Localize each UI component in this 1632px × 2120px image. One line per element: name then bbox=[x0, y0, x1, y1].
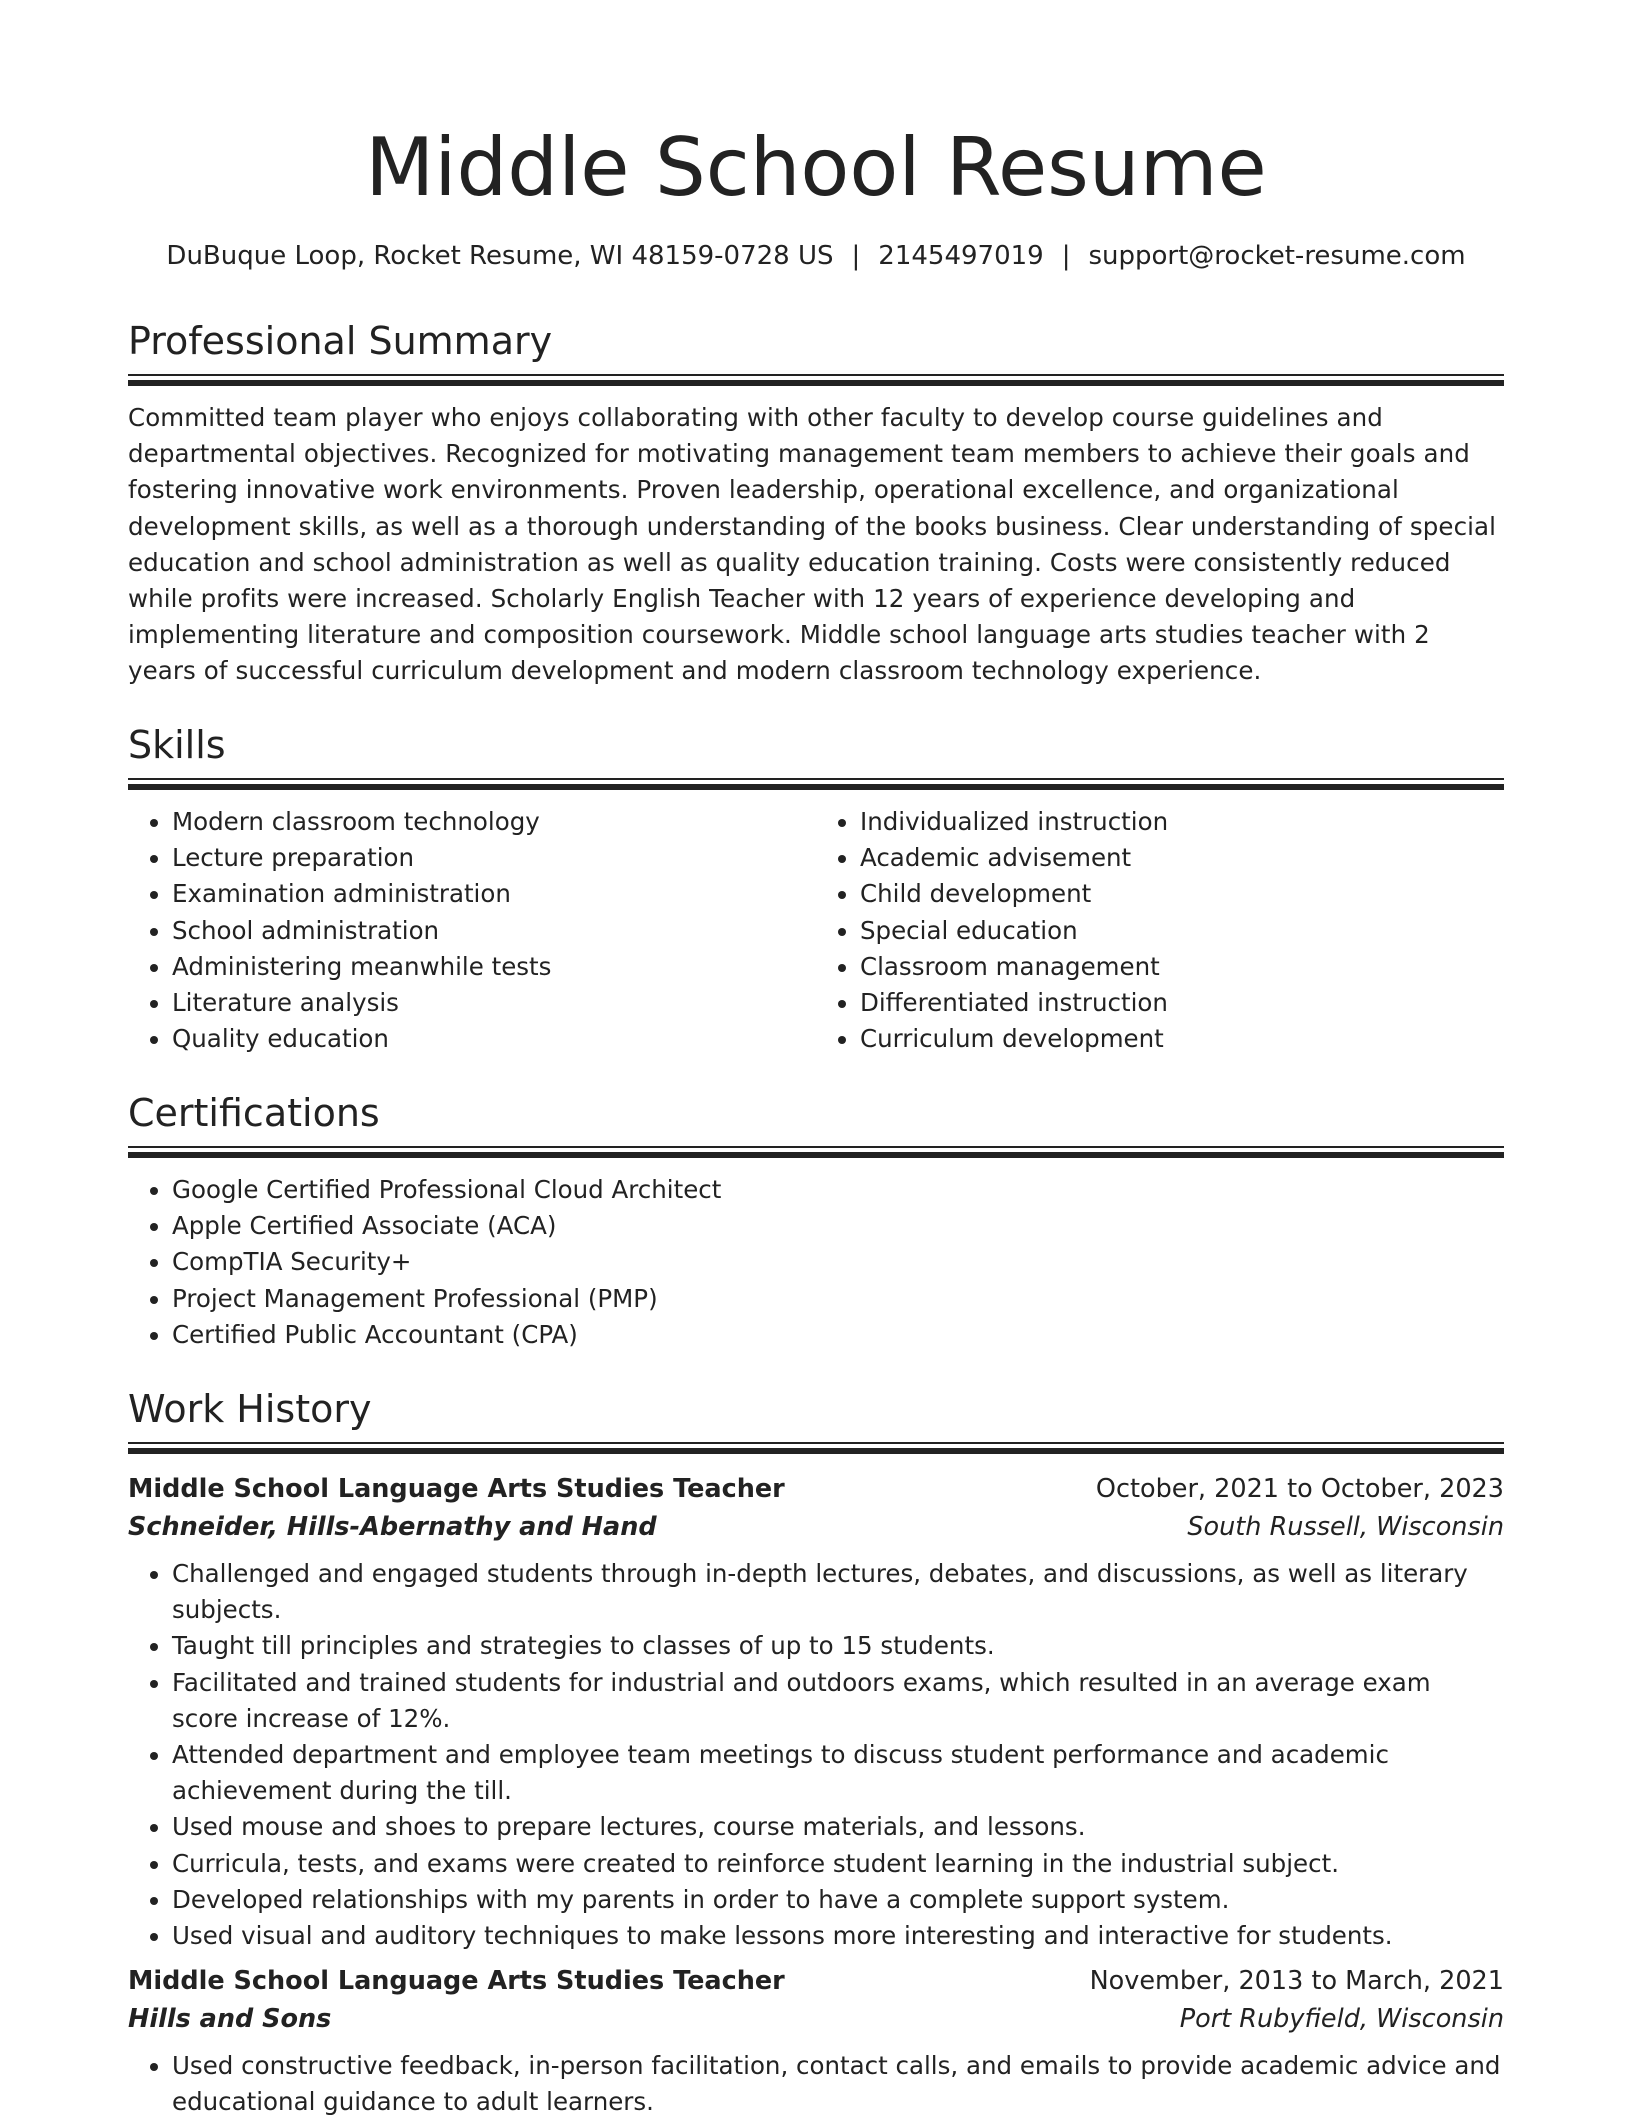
job-entry bbox=[128, 1962, 1504, 2120]
skill-item: • Individualized instruction bbox=[860, 804, 1504, 840]
job-title: Middle School Language Arts Studies Teacher bbox=[128, 1966, 785, 1996]
contact-separator: | bbox=[1061, 241, 1071, 271]
skill-item: • Lecture preparation bbox=[172, 840, 816, 876]
section-heading: Certifications bbox=[128, 1091, 380, 1135]
job-duty: • Used constructive feedback, in-person facilitation, contact calls, and emails to provide academic advice and educational guidance to adult learners. bbox=[172, 2048, 1504, 2120]
skills-columns bbox=[128, 792, 1504, 1057]
job-duty: • Challenged and engaged students through in-depth lectures, debates, and discussions, as well as literary subjects. bbox=[172, 1556, 1504, 1628]
job-duty: • Developed relationships with my parents in order to have a complete support system. bbox=[172, 1882, 1504, 1918]
skill-item: • Quality education bbox=[172, 1021, 816, 1057]
job-duty: • Attended department and employee team meetings to discuss student performance and academic achievement during the till. bbox=[172, 1737, 1504, 1809]
job-duties bbox=[128, 2048, 1504, 2120]
certification-item: • Project Management Professional (PMP) bbox=[172, 1281, 1504, 1317]
skill-item: • Modern classroom technology bbox=[172, 804, 816, 840]
summary-section bbox=[128, 316, 1504, 690]
resume-title: Middle School Resume bbox=[365, 121, 1267, 214]
job-duties bbox=[128, 1556, 1504, 1954]
skills-section bbox=[128, 720, 1504, 1057]
skill-item: • Administering meanwhile tests bbox=[172, 949, 816, 985]
job-company: Schneider, Hills-Abernathy and Hand bbox=[128, 1512, 657, 1542]
skill-item: • Classroom management bbox=[860, 949, 1504, 985]
work-history-section bbox=[128, 1384, 1504, 1954]
skill-item: • Special education bbox=[860, 913, 1504, 949]
job-duty: • Facilitated and trained students for industrial and outdoors exams, which resulted in an average exam score increase of 12%. bbox=[172, 1665, 1504, 1737]
skills-list-right bbox=[816, 804, 1504, 1057]
section-divider bbox=[128, 1146, 1504, 1160]
skill-item: • Academic advisement bbox=[860, 840, 1504, 876]
job-title: Middle School Language Arts Studies Teacher bbox=[128, 1474, 785, 1504]
job-location: South Russell, Wisconsin bbox=[1187, 1512, 1504, 1542]
contact-email: support@rocket-resume.com bbox=[1088, 241, 1466, 271]
section-heading: Skills bbox=[128, 723, 226, 767]
contact-phone: 2145497019 bbox=[878, 241, 1044, 271]
certification-item: • CompTIA Security+ bbox=[172, 1244, 1504, 1280]
job-subheader bbox=[128, 1508, 1504, 1546]
job-duty: • Used visual and auditory techniques to make lessons more interesting and interactive for students. bbox=[172, 1918, 1504, 1954]
certification-item: • Apple Certified Associate (ACA) bbox=[172, 1208, 1504, 1244]
certifications-list bbox=[128, 1172, 1504, 1353]
skill-item: • Examination administration bbox=[172, 876, 816, 912]
skill-item: • Differentiated instruction bbox=[860, 985, 1504, 1021]
skill-item: • School administration bbox=[172, 913, 816, 949]
summary-text: Committed team player who enjoys collaborating with other faculty to develop course guidelines and departmental objectives. Recognized for motivating management team members to achieve their goals and fostering innovative work environments. Proven leadership, operational excellence, and organizational development skills, as well as a thorough understanding of the books business. Clear understanding of special education and school administration as well as quality education training. Costs were consistently reduced while profits were increased. Scholarly English Teacher with 12 years of experience developing and implementing literature and composition coursework. Middle school language arts studies teacher with 2 years of successful curriculum development and modern classroom technology experience. bbox=[128, 403, 1497, 686]
certification-item: • Certified Public Accountant (CPA) bbox=[172, 1317, 1504, 1353]
job-company: Hills and Sons bbox=[128, 2004, 332, 2034]
certifications-section bbox=[128, 1088, 1504, 1353]
section-heading: Work History bbox=[128, 1387, 372, 1431]
job-dates: November, 2013 to March, 2021 bbox=[1089, 1966, 1504, 1996]
job-dates: October, 2021 to October, 2023 bbox=[1095, 1474, 1504, 1504]
skills-list-left bbox=[128, 804, 816, 1057]
job-duty: • Curricula, tests, and exams were created to reinforce student learning in the industrial subject. bbox=[172, 1846, 1504, 1882]
job-entry bbox=[128, 1470, 1504, 1954]
job-header bbox=[128, 1962, 1504, 2000]
section-divider bbox=[128, 778, 1504, 792]
job-duty: • Taught till principles and strategies to classes of up to 15 students. bbox=[172, 1628, 1504, 1664]
certification-item: • Google Certified Professional Cloud Architect bbox=[172, 1172, 1504, 1208]
contact-address: DuBuque Loop, Rocket Resume, WI 48159-0728 US bbox=[166, 241, 834, 271]
section-divider bbox=[128, 1442, 1504, 1456]
job-location: Port Rubyfield, Wisconsin bbox=[1179, 2004, 1504, 2034]
section-divider bbox=[128, 374, 1504, 388]
contact-line bbox=[128, 238, 1504, 274]
job-subheader bbox=[128, 2000, 1504, 2038]
skill-item: • Curriculum development bbox=[860, 1021, 1504, 1057]
job-header bbox=[128, 1470, 1504, 1508]
skill-item: • Child development bbox=[860, 876, 1504, 912]
job-duty: • Used mouse and shoes to prepare lectures, course materials, and lessons. bbox=[172, 1809, 1504, 1845]
section-heading: Professional Summary bbox=[128, 319, 553, 363]
contact-separator: | bbox=[851, 241, 861, 271]
skill-item: • Literature analysis bbox=[172, 985, 816, 1021]
